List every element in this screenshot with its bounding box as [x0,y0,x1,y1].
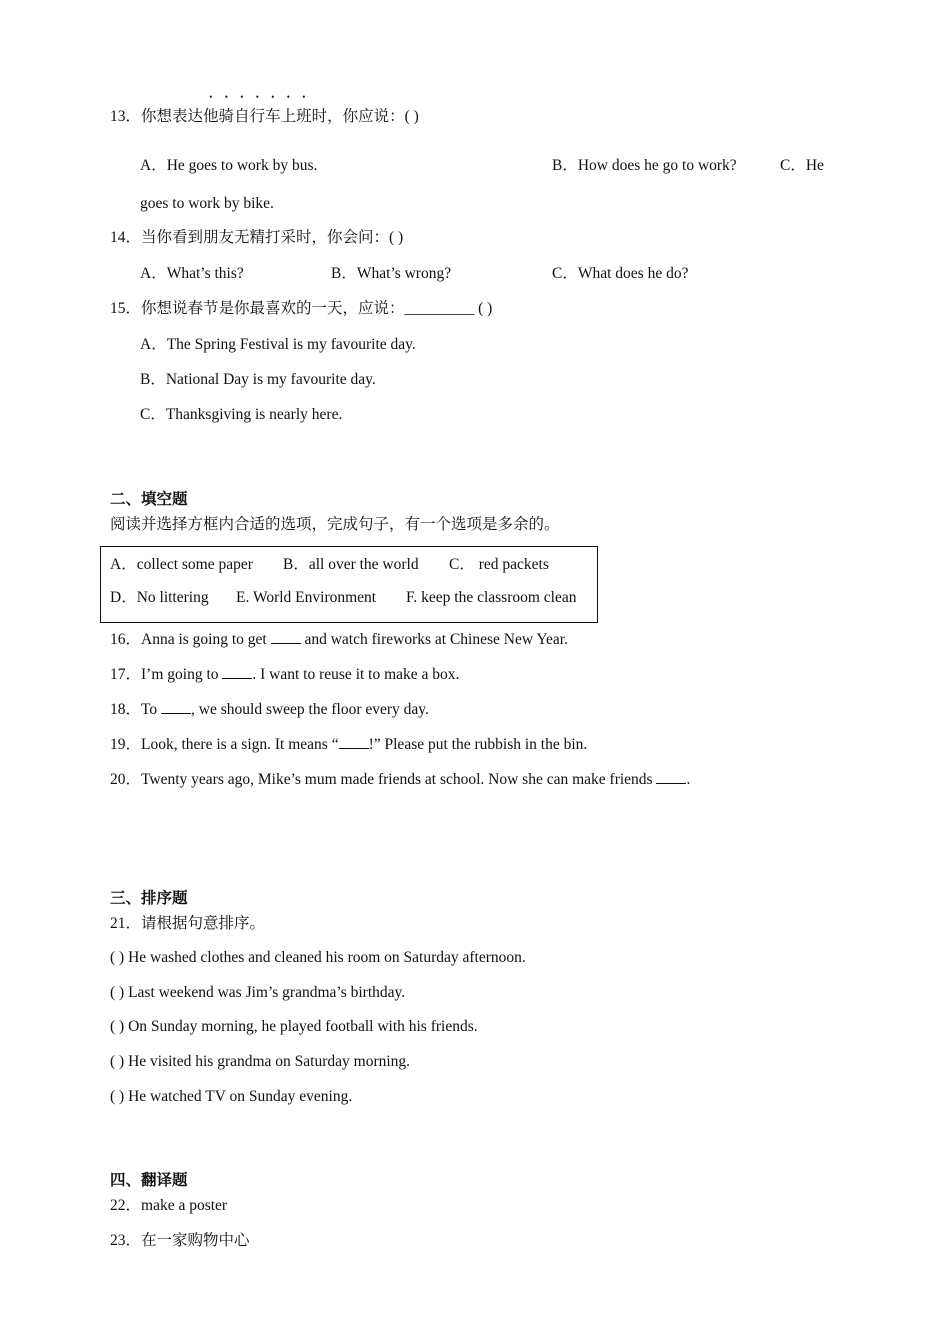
question-18: 18．To , we should sweep the floor every day. [110,701,429,718]
answer-blank[interactable] [339,734,369,749]
ordering-item: ( ) He visited his grandma on Saturday morning. [110,1053,411,1070]
question-16: 16．Anna is going to get and watch fireworks at Chinese New Year. [110,631,568,648]
question-22: 22．make a poster [110,1197,228,1214]
option-b: B．What’s wrong? [331,265,452,282]
box-option-b: B．all over the world [283,556,419,573]
option-c: C．What does he do? [552,265,689,282]
option-c: C．Thanksgiving is nearly here. [140,406,343,423]
box-option-d: D．No littering [110,589,209,606]
box-option-f: F. keep the classroom clean [406,589,577,606]
question-text: 当你看到朋友无精打采时，你会问：( ) [141,229,404,246]
answer-blank[interactable] [161,699,191,714]
emphasized-text: 他骑自行车上班 [203,108,312,125]
question-text: 你想说春节是你最喜欢的一天，应说：_________ ( ) [141,300,493,317]
question-number: 14． [110,229,142,246]
answer-blank[interactable] [271,629,301,644]
answer-blank[interactable] [222,664,252,679]
ordering-item: ( ) On Sunday morning, he played football with his friends. [110,1018,478,1035]
option-c: C．He [780,157,824,174]
ordering-item: ( ) He watched TV on Sunday evening. [110,1088,353,1105]
question-text-pre: 你想表达 [141,108,204,125]
question-19: 19．Look, there is a sign. It means “ !” Please put the rubbish in the bin. [110,736,588,753]
question-number: 15． [110,300,142,317]
question-14 [110,228,403,248]
question-number: 13． [110,108,142,125]
option-a: A．He goes to work by bus. [140,157,318,174]
box-option-a: A．collect some paper [110,556,253,573]
option-b: B．National Day is my favourite day. [140,371,376,388]
question-13 [110,107,419,127]
option-b: B．How does he go to work? [552,157,737,174]
question-text-post: 时，你应说：( ) [311,108,419,125]
question-20: 20．Twenty years ago, Mike’s mum made friends at school. Now she can make friends . [110,771,691,788]
section-title: 四、翻译题 [110,1172,188,1189]
ordering-item: ( ) He washed clothes and cleaned his room on Saturday afternoon. [110,949,526,966]
option-a: A．What’s this? [140,265,244,282]
question-17: 17．I’m going to . I want to reuse it to make a box. [110,666,460,683]
box-option-c: C． red packets [449,556,549,573]
option-a: A．The Spring Festival is my favourite day. [140,336,416,353]
box-option-e: E. World Environment [236,589,377,606]
option-c-continued: goes to work by bike. [140,195,274,212]
section-title: 三、排序题 [110,890,188,907]
section-instruction: 阅读并选择方框内合适的选项，完成句子，有一个选项是多余的。 [110,516,560,533]
question-15 [110,299,492,319]
answer-blank[interactable] [656,769,686,784]
question-23: 23．在一家购物中心 [110,1232,250,1249]
section-title: 二、填空题 [110,491,188,508]
question-21: 21．请根据句意排序。 [110,915,266,932]
ordering-item: ( ) Last weekend was Jim’s grandma’s birthday. [110,984,406,1001]
